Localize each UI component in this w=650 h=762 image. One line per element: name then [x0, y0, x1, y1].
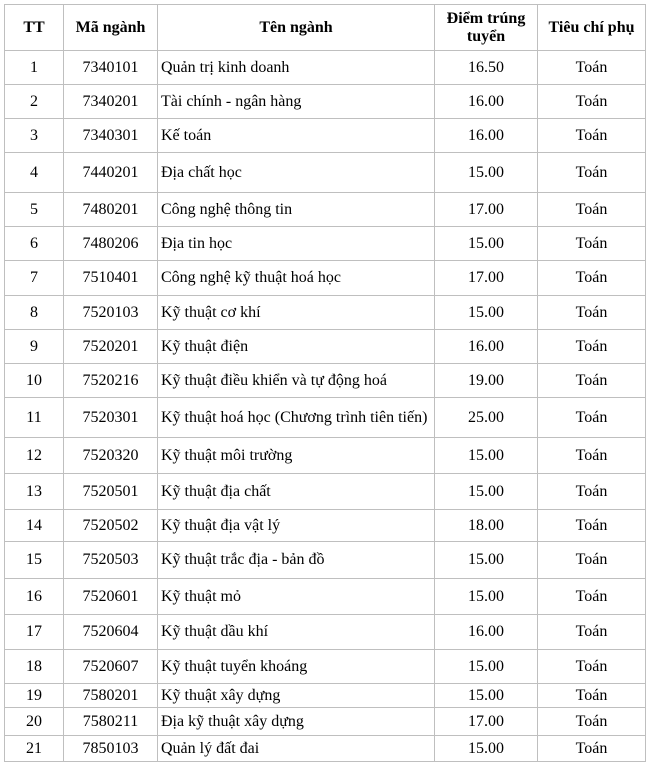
row-code-cell: 7520501	[64, 474, 158, 510]
row-name-cell: Kỹ thuật mỏ	[158, 579, 435, 615]
admission-scores-table	[4, 4, 646, 762]
table-body	[5, 51, 646, 762]
table-row	[5, 193, 646, 227]
row-score-cell: 15.00	[435, 296, 538, 330]
row-score-cell: 16.00	[435, 85, 538, 119]
header-code: Mã ngành	[64, 5, 158, 51]
row-score-cell: 18.00	[435, 510, 538, 542]
row-code-cell: 7520607	[64, 650, 158, 684]
row-tt-cell: 21	[5, 736, 64, 762]
row-name-cell: Tài chính - ngân hàng	[158, 85, 435, 119]
row-code-cell: 7520216	[64, 364, 158, 398]
row-name-cell: Quản lý đất đai	[158, 736, 435, 762]
row-score-cell: 16.00	[435, 615, 538, 650]
row-criteria-cell: Toán	[538, 684, 646, 708]
row-score-cell: 15.00	[435, 153, 538, 193]
row-tt-cell: 16	[5, 579, 64, 615]
row-score-cell: 16.00	[435, 330, 538, 364]
table-row	[5, 119, 646, 153]
row-name-cell: Địa kỹ thuật xây dựng	[158, 708, 435, 736]
row-name-cell: Kỹ thuật trắc địa - bản đồ	[158, 542, 435, 579]
row-name-cell: Địa tin học	[158, 227, 435, 261]
row-criteria-cell: Toán	[538, 364, 646, 398]
row-name-cell: Kỹ thuật điện	[158, 330, 435, 364]
table-row	[5, 227, 646, 261]
row-tt-cell: 14	[5, 510, 64, 542]
table-row	[5, 51, 646, 85]
row-name-cell: Kỹ thuật địa chất	[158, 474, 435, 510]
table-row	[5, 296, 646, 330]
row-criteria-cell: Toán	[538, 330, 646, 364]
row-name-cell: Địa chất học	[158, 153, 435, 193]
row-code-cell: 7340301	[64, 119, 158, 153]
row-score-cell: 15.00	[435, 227, 538, 261]
table-row	[5, 684, 646, 708]
row-tt-cell: 13	[5, 474, 64, 510]
row-code-cell: 7520502	[64, 510, 158, 542]
row-tt-cell: 7	[5, 261, 64, 296]
row-score-cell: 15.00	[435, 579, 538, 615]
row-name-cell: Kỹ thuật môi trường	[158, 438, 435, 474]
row-criteria-cell: Toán	[538, 736, 646, 762]
header-score: Điểm trúng tuyển	[435, 5, 538, 51]
row-criteria-cell: Toán	[538, 542, 646, 579]
row-name-cell: Kỹ thuật cơ khí	[158, 296, 435, 330]
row-criteria-cell: Toán	[538, 650, 646, 684]
table-row	[5, 579, 646, 615]
table-row	[5, 85, 646, 119]
row-criteria-cell: Toán	[538, 51, 646, 85]
table-row	[5, 364, 646, 398]
row-code-cell: 7340101	[64, 51, 158, 85]
row-tt-cell: 12	[5, 438, 64, 474]
row-criteria-cell: Toán	[538, 119, 646, 153]
row-name-cell: Kế toán	[158, 119, 435, 153]
row-score-cell: 15.00	[435, 684, 538, 708]
row-score-cell: 16.00	[435, 119, 538, 153]
row-score-cell: 17.00	[435, 708, 538, 736]
row-code-cell: 7520103	[64, 296, 158, 330]
row-tt-cell: 6	[5, 227, 64, 261]
table-row	[5, 398, 646, 438]
header-criteria: Tiêu chí phụ	[538, 5, 646, 51]
table-row	[5, 261, 646, 296]
row-criteria-cell: Toán	[538, 510, 646, 542]
row-code-cell: 7480201	[64, 193, 158, 227]
row-tt-cell: 10	[5, 364, 64, 398]
row-code-cell: 7520201	[64, 330, 158, 364]
row-criteria-cell: Toán	[538, 398, 646, 438]
row-score-cell: 15.00	[435, 650, 538, 684]
row-tt-cell: 8	[5, 296, 64, 330]
row-code-cell: 7520604	[64, 615, 158, 650]
row-criteria-cell: Toán	[538, 708, 646, 736]
table-row	[5, 510, 646, 542]
row-code-cell: 7580201	[64, 684, 158, 708]
row-score-cell: 17.00	[435, 261, 538, 296]
row-score-cell: 15.00	[435, 438, 538, 474]
row-name-cell: Kỹ thuật địa vật lý	[158, 510, 435, 542]
table-row	[5, 153, 646, 193]
row-code-cell: 7480206	[64, 227, 158, 261]
row-name-cell: Kỹ thuật xây dựng	[158, 684, 435, 708]
row-code-cell: 7510401	[64, 261, 158, 296]
table-row	[5, 438, 646, 474]
row-criteria-cell: Toán	[538, 153, 646, 193]
row-criteria-cell: Toán	[538, 579, 646, 615]
row-code-cell: 7340201	[64, 85, 158, 119]
row-criteria-cell: Toán	[538, 261, 646, 296]
row-tt-cell: 3	[5, 119, 64, 153]
row-code-cell: 7580211	[64, 708, 158, 736]
table-row	[5, 330, 646, 364]
table-row	[5, 542, 646, 579]
row-tt-cell: 2	[5, 85, 64, 119]
row-code-cell: 7520301	[64, 398, 158, 438]
row-criteria-cell: Toán	[538, 474, 646, 510]
row-score-cell: 16.50	[435, 51, 538, 85]
row-code-cell: 7520320	[64, 438, 158, 474]
row-name-cell: Kỹ thuật hoá học (Chương trình tiên tiến)	[158, 398, 435, 438]
row-tt-cell: 11	[5, 398, 64, 438]
table-header	[5, 5, 646, 51]
row-code-cell: 7850103	[64, 736, 158, 762]
row-tt-cell: 20	[5, 708, 64, 736]
row-score-cell: 15.00	[435, 542, 538, 579]
row-tt-cell: 4	[5, 153, 64, 193]
table-row	[5, 708, 646, 736]
row-tt-cell: 19	[5, 684, 64, 708]
row-tt-cell: 9	[5, 330, 64, 364]
row-criteria-cell: Toán	[538, 85, 646, 119]
row-code-cell: 7440201	[64, 153, 158, 193]
row-criteria-cell: Toán	[538, 438, 646, 474]
row-score-cell: 15.00	[435, 474, 538, 510]
row-criteria-cell: Toán	[538, 227, 646, 261]
row-name-cell: Công nghệ thông tin	[158, 193, 435, 227]
row-tt-cell: 15	[5, 542, 64, 579]
row-code-cell: 7520601	[64, 579, 158, 615]
row-name-cell: Kỹ thuật tuyển khoáng	[158, 650, 435, 684]
row-criteria-cell: Toán	[538, 615, 646, 650]
table-row	[5, 736, 646, 762]
row-name-cell: Quản trị kinh doanh	[158, 51, 435, 85]
row-score-cell: 19.00	[435, 364, 538, 398]
row-score-cell: 25.00	[435, 398, 538, 438]
row-score-cell: 15.00	[435, 736, 538, 762]
row-criteria-cell: Toán	[538, 193, 646, 227]
table-row	[5, 615, 646, 650]
row-name-cell: Kỹ thuật dầu khí	[158, 615, 435, 650]
header-row	[5, 5, 646, 51]
header-name: Tên ngành	[158, 5, 435, 51]
row-tt-cell: 17	[5, 615, 64, 650]
header-tt: TT	[5, 5, 64, 51]
table-row	[5, 474, 646, 510]
row-tt-cell: 5	[5, 193, 64, 227]
row-score-cell: 17.00	[435, 193, 538, 227]
table-row	[5, 650, 646, 684]
row-criteria-cell: Toán	[538, 296, 646, 330]
row-tt-cell: 18	[5, 650, 64, 684]
row-name-cell: Kỹ thuật điều khiển và tự động hoá	[158, 364, 435, 398]
row-name-cell: Công nghệ kỹ thuật hoá học	[158, 261, 435, 296]
row-code-cell: 7520503	[64, 542, 158, 579]
row-tt-cell: 1	[5, 51, 64, 85]
